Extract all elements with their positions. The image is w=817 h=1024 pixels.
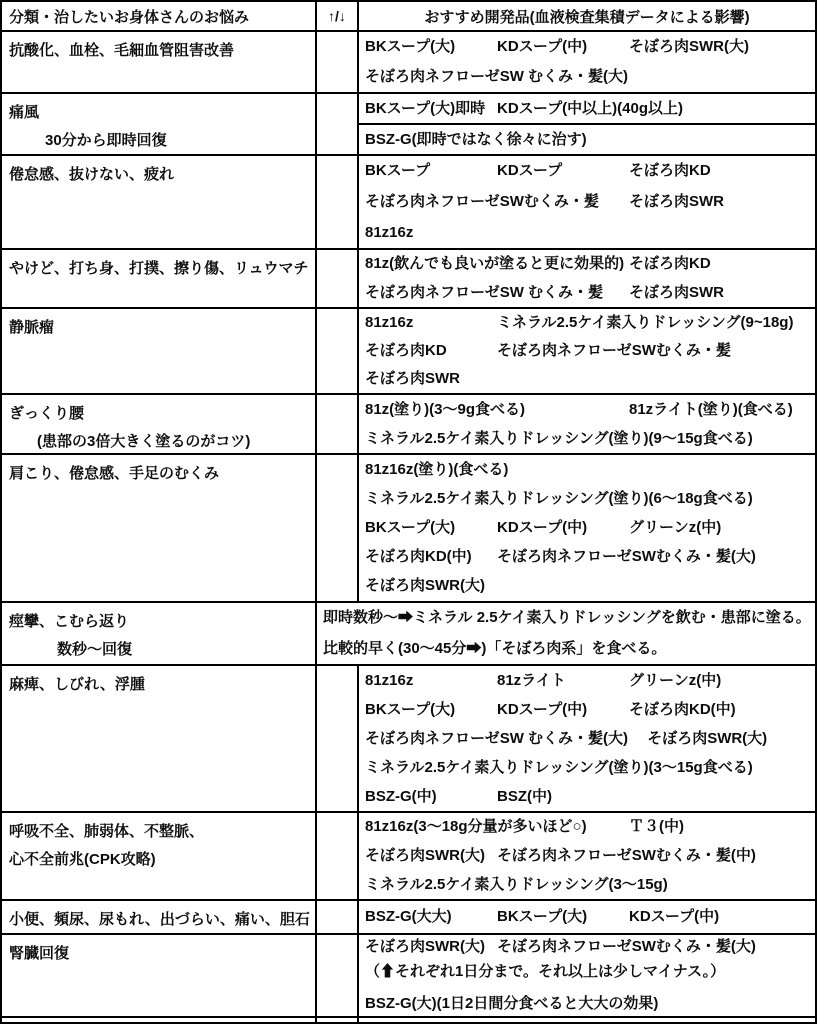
recommend-text: そぼろ肉ネフローゼSW むくみ・髪(大) xyxy=(365,68,629,85)
table-header-row xyxy=(2,2,815,32)
recommend-text: BSZ-G(大大) BKスープ(大) KDスープ(中) xyxy=(365,908,720,925)
ailment-text: 静脈瘤 xyxy=(9,319,55,336)
ailment-text: (患部の3倍大きく塗るのがコツ) xyxy=(37,433,251,450)
ailment-cell-gout xyxy=(2,94,317,154)
recommend-cell-respiratory xyxy=(359,813,815,899)
updown-cell-stiff-shoulders xyxy=(317,455,359,601)
recommend-text: そぼろ肉SWR(大) xyxy=(365,577,485,595)
ailment-text: 数秒〜回復 xyxy=(57,641,133,658)
ailment-text: 痙攣、こむら返り xyxy=(9,613,130,630)
ailment-cell-antioxidant xyxy=(2,32,317,92)
recommend-text: ミネラル2.5ケイ素入りドレッシング(3〜15g) xyxy=(365,875,668,893)
ailment-text: 抗酸化、血栓、毛細血管阻害改善 xyxy=(9,42,235,59)
ailment-cell-stiff-shoulders xyxy=(2,455,317,601)
recommend-text: BKスープ(大) KDスープ(中) グリーンz(中) xyxy=(365,518,722,536)
recommend-text: ミネラル2.5ケイ素入りドレッシング(塗り)(9〜15g食べる) xyxy=(365,429,753,447)
recommend-text: 81z16z(塗り)(食べる) xyxy=(365,460,509,478)
updown-cell-varicose-veins xyxy=(317,309,359,393)
recommend-stack-fatigue xyxy=(359,156,815,248)
recommend-text: 81z16z xyxy=(365,223,414,241)
ailment-text: 30分から即時回復 xyxy=(45,132,167,149)
ailment-cell-kidney-recovery xyxy=(2,935,317,1016)
recommend-stack-burns-bruises xyxy=(359,250,815,307)
ailment-text: 小便、頻尿、尿もれ、出づらい、痛い、胆石 xyxy=(9,911,310,928)
recommend-text: 81z16z ミネラル2.5ケイ素入りドレッシング(9~18g) xyxy=(365,314,794,331)
updown-cell-strained-back xyxy=(317,395,359,453)
recommend-text: 即時数秒〜➡ミネラル 2.5ケイ素入りドレッシングを飲む・患部に塗る。 xyxy=(323,609,811,627)
ailment-text: 痛風 xyxy=(9,104,40,121)
recommend-text: 比較的早く(30〜45分➡)「そぼろ肉系」を食べる。 xyxy=(323,639,667,657)
recommend-cell-antioxidant xyxy=(359,32,815,92)
recommend-text: ミネラル2.5ケイ素入りドレッシング(塗り)(6〜18g食べる) xyxy=(365,489,753,507)
ailment-text: 肩こり、倦怠感、手足のむくみ xyxy=(9,465,220,482)
recommend-text: 81z16z 81zライト グリーンz(中) xyxy=(365,671,722,689)
recommend-text: BKスープ(大)即時 KDスープ(中以上)(40g以上) xyxy=(365,99,683,117)
recommend-stack-kidney-recovery xyxy=(359,935,815,1016)
ailment-text: 倦怠感、抜けない、疲れ xyxy=(9,166,175,183)
ailment-text: やけど、打ち身、打撲、擦り傷、リュウマチ xyxy=(9,260,309,277)
recommend-cell-strained-back xyxy=(359,395,815,453)
ailment-text: ぎっくり腰 xyxy=(9,405,85,422)
recommend-text: BKスープ KDスープ そぼろ肉KD xyxy=(365,162,711,180)
recommend-stack-respiratory xyxy=(359,813,815,899)
row-paralysis xyxy=(2,666,815,813)
ailment-text: 腎臓回復 xyxy=(9,945,70,962)
row-strained-back xyxy=(2,395,815,455)
ailment-cell-paralysis xyxy=(2,666,317,811)
updown-cell-respiratory xyxy=(317,813,359,899)
updown-cell-gout xyxy=(317,94,359,154)
recommend-cell-paralysis xyxy=(359,666,815,811)
ailment-text: 麻痺、しびれ、浮腫 xyxy=(9,676,145,693)
recommend-text: そぼろ肉ネフローゼSW むくみ・髪(大) そぼろ肉SWR(大) xyxy=(365,729,768,747)
row-cramps xyxy=(2,603,815,666)
updown-cell-paralysis xyxy=(317,666,359,811)
row-burns-bruises xyxy=(2,250,815,309)
recommend-text: そぼろ肉KD そぼろ肉ネフローゼSWむくみ・髪 xyxy=(365,342,731,359)
row-urination xyxy=(2,901,815,935)
updown-cell-fatigue xyxy=(317,156,359,248)
ailment-text: 呼吸不全、肺弱体、不整脈、 xyxy=(9,823,205,840)
ailment-cell-varicose-veins xyxy=(2,309,317,393)
recommend-cell-cramps xyxy=(317,603,815,664)
recommend-cell-fatigue xyxy=(359,156,815,248)
ailment-cell-burns-bruises xyxy=(2,250,317,307)
row-gout xyxy=(2,94,815,156)
row-stiff-shoulders xyxy=(2,455,815,603)
ailment-cell-respiratory xyxy=(2,813,317,899)
row-respiratory xyxy=(2,813,815,901)
recommend-stack-cutoff xyxy=(359,1018,815,1024)
updown-cell-urination xyxy=(317,901,359,933)
recommend-text: そぼろ肉KD(中) そぼろ肉ネフローゼSWむくみ・髪(大) xyxy=(365,548,756,566)
recommend-stack-urination xyxy=(359,901,815,933)
recommend-text xyxy=(365,987,813,989)
recommend-cell-gout-1 xyxy=(359,94,815,123)
updown-cell-burns-bruises xyxy=(317,250,359,307)
updown-cell-cutoff xyxy=(317,1018,359,1024)
recommend-text: そぼろ肉SWR(大) そぼろ肉ネフローゼSWむくみ・髪(大) xyxy=(365,938,756,956)
ailment-text: 心不全前兆(CPK攻略) xyxy=(9,851,156,868)
ailment-cell-cramps xyxy=(2,603,317,664)
recommend-cell-kidney-recovery xyxy=(359,935,815,1016)
recommend-stack-varicose-veins xyxy=(359,309,815,393)
ailment-cell-fatigue xyxy=(2,156,317,248)
recommend-cell-cutoff xyxy=(359,1018,815,1024)
recommend-text: 81z16z(3〜18g分量が多いほど○) Ｔ３(中) xyxy=(365,818,684,836)
recommend-text: そぼろ肉ネフローゼSWむくみ・髪 そぼろ肉SWR xyxy=(365,192,724,210)
header-recommended-products-column: おすすめ開発品(血液検査集積データによる影響) xyxy=(424,8,750,26)
row-fatigue xyxy=(2,156,815,250)
ailment-cell-cutoff xyxy=(2,1018,317,1024)
recommend-text: 81z(飲んでも良いが塗ると更に効果的) そぼろ肉KD xyxy=(365,255,711,273)
table-body xyxy=(2,32,815,1024)
recommend-cell-stiff-shoulders xyxy=(359,455,815,601)
recommend-cell-urination xyxy=(359,901,815,933)
recommend-text: BKスープ(大) KDスープ(中) そぼろ肉KD(中) xyxy=(365,700,736,718)
recommend-text: BSZ-G(大)(1日2日間分食べると大大の効果) xyxy=(365,994,659,1012)
row-cutoff xyxy=(2,1018,815,1024)
recommend-stack-stiff-shoulders xyxy=(359,455,815,601)
recommend-stack-antioxidant xyxy=(359,32,815,92)
updown-cell-kidney-recovery xyxy=(317,935,359,1016)
recommend-text: そぼろ肉SWR(大) そぼろ肉ネフローゼSWむくみ・髪(中) xyxy=(365,846,756,864)
recommend-text: そぼろ肉ネフローゼSW むくみ・髪 そぼろ肉SWR xyxy=(365,283,724,301)
row-varicose-veins xyxy=(2,309,815,395)
recommend-stack-cramps xyxy=(317,603,815,664)
ailment-cell-strained-back xyxy=(2,395,317,453)
header-ailment-column: 分類・治したいお身体さんのお悩み xyxy=(2,2,317,30)
recommend-text: BSZ-G(即時ではなく徐々に治す) xyxy=(365,130,587,148)
row-kidney-recovery xyxy=(2,935,815,1018)
recommend-text: そぼろ肉SWR xyxy=(365,370,460,387)
recommend-text: BKスープ(大) KDスープ(中) そぼろ肉SWR(大) xyxy=(365,38,749,55)
recommend-stack-paralysis xyxy=(359,666,815,811)
header-updown-arrows-column: ↑/↓ xyxy=(317,2,359,30)
recommend-stack-gout xyxy=(359,94,815,154)
recommend-text: 81z(塗り)(3〜9g食べる) 81zライト(塗り)(食べる) xyxy=(365,400,793,418)
ailment-cell-urination xyxy=(2,901,317,933)
recommend-stack-strained-back xyxy=(359,395,815,453)
recommend-cell-varicose-veins xyxy=(359,309,815,393)
recommend-text: BSZ-G(中) BSZ(中) xyxy=(365,787,552,805)
recommend-text: （⬆それぞれ1日分まで。それ以上は少しマイナス。） xyxy=(365,963,726,981)
recommend-cell-gout-2 xyxy=(359,123,815,154)
recommend-cell-burns-bruises xyxy=(359,250,815,307)
updown-cell-antioxidant xyxy=(317,32,359,92)
recommend-text: ミネラル2.5ケイ素入りドレッシング(塗り)(3〜15g食べる) xyxy=(365,758,753,776)
row-antioxidant xyxy=(2,32,815,94)
